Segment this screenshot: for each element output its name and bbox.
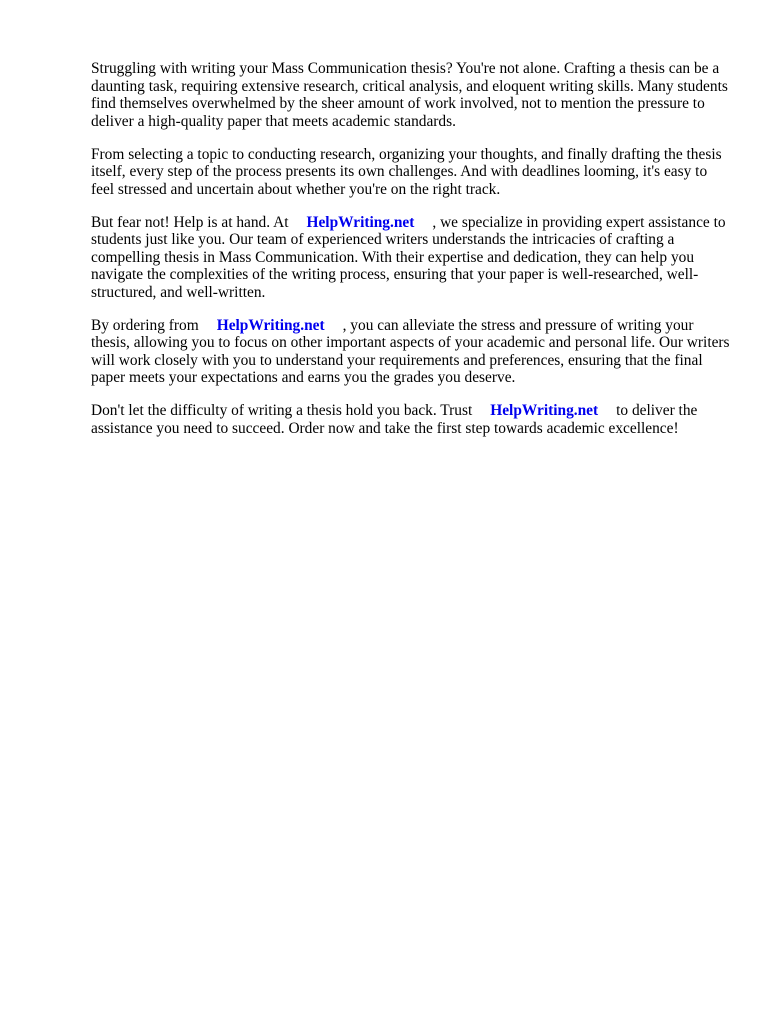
intro-paragraph [91, 60, 731, 130]
closing-text-start: Don't let the difficulty of writing a thesis hold you back. Trust [91, 402, 473, 419]
intro-text: Struggling with writing your Mass Communication thesis? You're not alone. Crafting a thesis can be a daunting task, requiring extensive research, critical analysis, and eloquent writing skills. Many students find themselves overwhelmed by the sheer amount of work involved, not to mention the pressure to deliver a high-quality paper that meets academic standards. [91, 60, 728, 130]
ordering-paragraph [91, 317, 731, 387]
helpwriting-link[interactable]: HelpWriting.net [490, 402, 599, 419]
closing-paragraph [91, 402, 731, 437]
help-text-start: But fear not! Help is at hand. At [91, 213, 289, 231]
helpwriting-link[interactable]: HelpWriting.net [306, 213, 415, 231]
challenges-paragraph [91, 146, 731, 199]
help-paragraph [91, 214, 731, 302]
closing-text-end: to deliver the assistance you need to succeed. Order now and take the first step towards academic excellence! [91, 402, 698, 437]
challenges-text: From selecting a topic to conducting research, organizing your thoughts, and finally drafting the thesis itself, every step of the process presents its own challenges. And with deadlines looming, it's easy to feel stressed and uncertain about whether you're on the right track. [91, 145, 722, 198]
ordering-text-end: , you can alleviate the stress and pressure of writing your thesis, allowing you to focus on other important aspects of your academic and personal life. Our writers will work closely with you to understand your requirements and preferences, ensuring that the final paper meets your expectations and earns you the grades you deserve. [91, 316, 730, 386]
document-body [91, 60, 731, 453]
ordering-text-start: By ordering from [91, 316, 199, 334]
helpwriting-link[interactable]: HelpWriting.net [216, 316, 325, 334]
help-text-end: , we specialize in providing expert assistance to students just like you. Our team of experienced writers understands the intricacies of crafting a compelling thesis in Mass Communication. With their expertise and dedication, they can help you navigate the complexities of the writing process, ensuring that your paper is well-researched, well-structured, and well-written. [91, 213, 726, 301]
